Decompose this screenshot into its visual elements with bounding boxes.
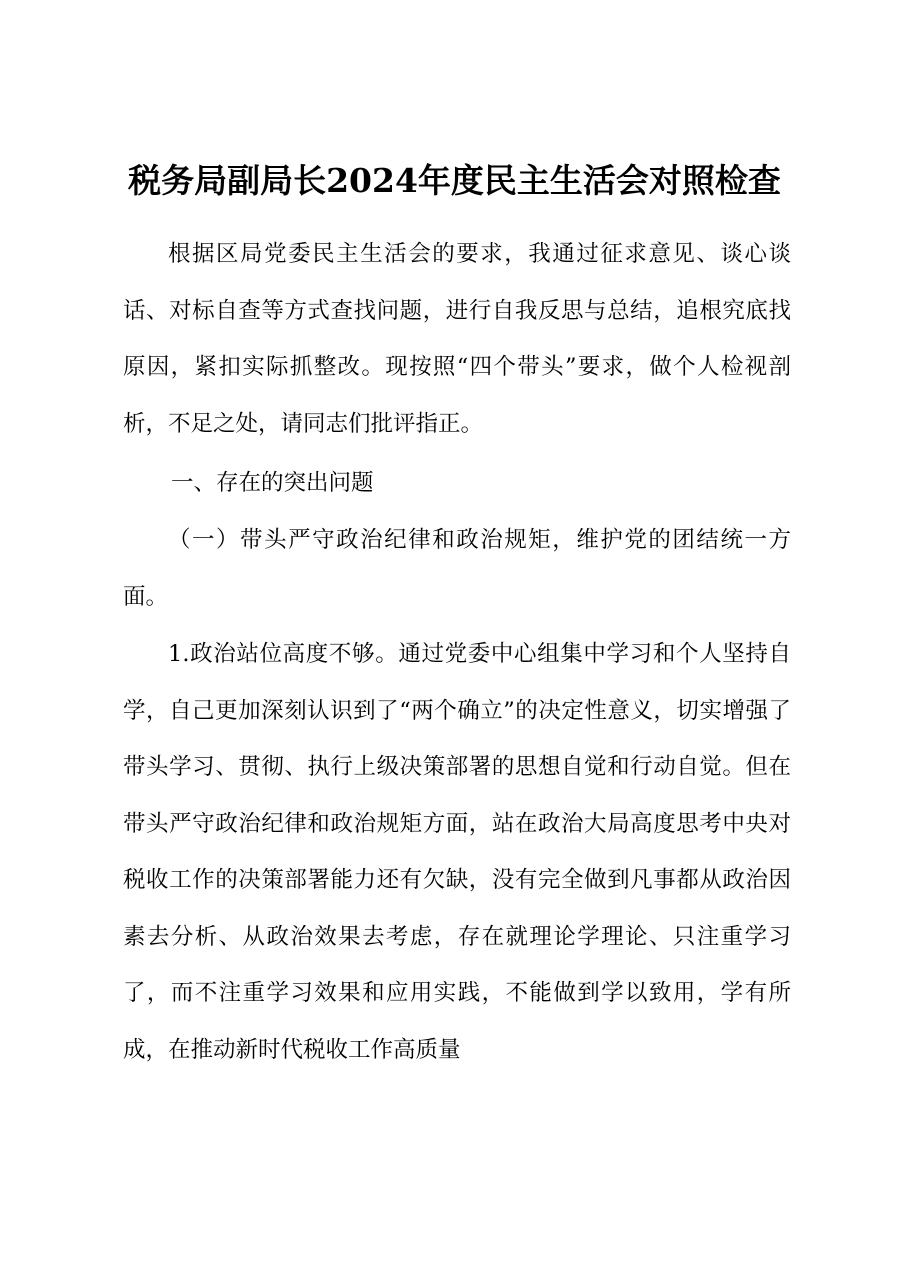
- item-paragraph: 1.政治站位高度不够。通过党委中心组集中学习和个人坚持自学，自己更加深刻认识到了“两个确立”的决定性意义，切实增强了带头学习、贯彻、执行上级决策部署的思想自觉和行动自觉。但在带头严守政治纪律和政治规矩方面，站在政治大局高度思考中央对税收工作的决策部署能力还有欠缺，没有完全做到凡事都从政治因素去分析、从政治效果去考虑，存在就理论学理论、只注重学习了，而不注重学习效果和应用实践，不能做到学以致用，学有所成，在推动新时代税收工作高质量: [123, 641, 791, 1063]
- document-title: 税务局副局长2024年度民主生活会对照检查: [128, 161, 781, 200]
- section-heading: 一、存在的突出问题: [171, 470, 374, 496]
- intro-paragraph: 根据区局党委民主生活会的要求，我通过征求意见、谈心谈话、对标自查等方式查找问题，进行自我反思与总结，追根究底找原因，紧扣实际抓整改。现按照“四个带头”要求，做个人检视剖析，不足之处，请同志们批评指正。: [123, 241, 791, 437]
- subsection-paragraph: （一）带头严守政治纪律和政治规矩，维护党的团结统一方面。: [123, 527, 791, 610]
